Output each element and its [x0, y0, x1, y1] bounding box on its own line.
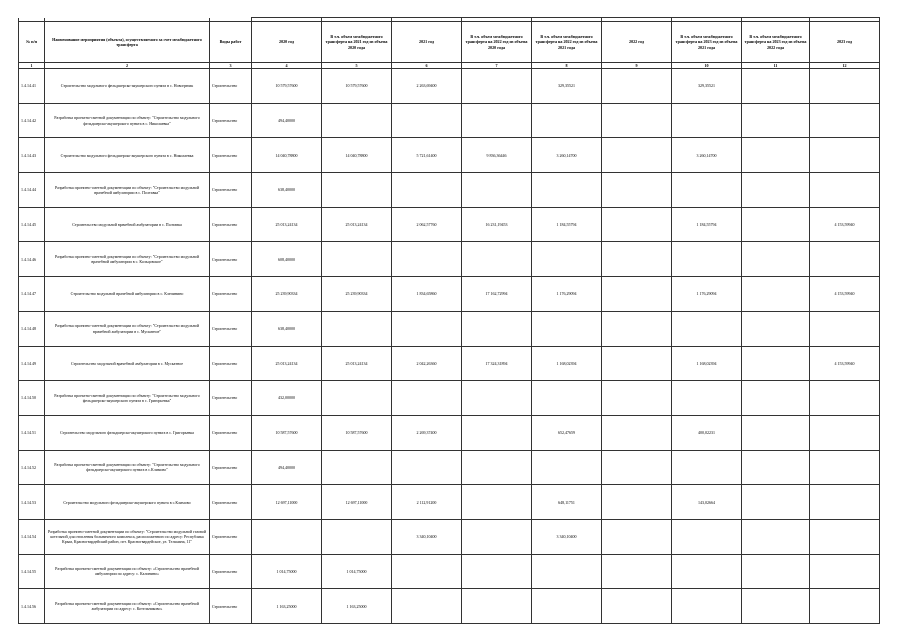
row-value-cell	[392, 554, 462, 589]
column-number-cell: 10	[672, 63, 742, 69]
row-type-cell: Строительство	[210, 381, 252, 416]
row-value-cell	[742, 519, 810, 554]
table-row	[19, 519, 880, 554]
table-row	[19, 173, 880, 208]
row-value-cell	[742, 277, 810, 312]
row-value-cell	[462, 450, 532, 485]
row-value-cell	[742, 381, 810, 416]
row-value-cell	[392, 381, 462, 416]
column-header: 2022 год	[602, 22, 672, 63]
row-name-cell: Разработка проектно-сметной документации по объекту: "Строительство модульного фельдшерско-акушерского пункта в с. Григорьевка"	[45, 381, 210, 416]
row-value-cell	[392, 242, 462, 277]
column-number-cell: 5	[322, 63, 392, 69]
row-value-cell	[742, 589, 810, 624]
row-name-cell: Разработка проектно-сметной документации по объекту: "Строительство модульного фельдшерско-акушерского пункта в с. Николаевка"	[45, 103, 210, 138]
row-code-cell: 1.4.14.47	[19, 277, 45, 312]
row-value-cell: 648,11751	[532, 485, 602, 520]
header-row	[19, 22, 880, 63]
column-header: В т.ч. объем межбюджетного трансферта на 2023 год из объема 2022 года	[742, 22, 810, 63]
row-value-cell	[462, 519, 532, 554]
row-value-cell	[810, 554, 880, 589]
row-value-cell: 494,40000	[252, 450, 322, 485]
row-value-cell: 432,00000	[252, 381, 322, 416]
row-value-cell: 2 062,57760	[392, 207, 462, 242]
row-value-cell	[742, 207, 810, 242]
row-value-cell: 494,40000	[252, 103, 322, 138]
row-value-cell	[392, 450, 462, 485]
row-value-cell	[462, 103, 532, 138]
row-value-cell	[532, 589, 602, 624]
row-value-cell	[672, 242, 742, 277]
row-value-cell: 3 260,14700	[672, 138, 742, 173]
row-type-cell: Строительство	[210, 138, 252, 173]
row-value-cell: 143,02664	[672, 485, 742, 520]
row-value-cell	[392, 103, 462, 138]
column-number-cell: 3	[210, 63, 252, 69]
row-value-cell	[602, 519, 672, 554]
row-code-cell: 1.4.14.49	[19, 346, 45, 381]
row-value-cell: 14 040,78800	[322, 138, 392, 173]
row-value-cell	[742, 69, 810, 104]
row-value-cell: 10 587,57600	[252, 415, 322, 450]
row-value-cell: 25 013,24134	[252, 346, 322, 381]
table-row	[19, 277, 880, 312]
table-row	[19, 381, 880, 416]
column-header: В т.ч. объем межбюджетного трансферта на 2021 год из объема 2020 года	[322, 22, 392, 63]
column-header: В т.ч. объем межбюджетного трансферта на 2022 год из объема 2021 года	[532, 22, 602, 63]
table-row	[19, 103, 880, 138]
row-value-cell	[532, 554, 602, 589]
column-header: 2021 год	[392, 22, 462, 63]
column-header: Виды работ	[210, 22, 252, 63]
row-value-cell	[392, 311, 462, 346]
row-code-cell: 1.4.14.54	[19, 519, 45, 554]
row-value-cell	[602, 485, 672, 520]
row-value-cell: 400,02231	[672, 415, 742, 450]
row-value-cell: 10 579,57600	[322, 69, 392, 104]
row-value-cell	[672, 381, 742, 416]
table-row	[19, 69, 880, 104]
row-value-cell	[810, 103, 880, 138]
row-value-cell	[532, 173, 602, 208]
row-value-cell	[322, 103, 392, 138]
row-value-cell	[672, 103, 742, 138]
row-code-cell: 1.4.14.44	[19, 173, 45, 208]
row-value-cell	[810, 311, 880, 346]
column-number-cell: 2	[45, 63, 210, 69]
row-value-cell: 4 153,59940	[810, 346, 880, 381]
row-value-cell: 1 184,55794	[532, 207, 602, 242]
row-value-cell	[532, 311, 602, 346]
table-row	[19, 346, 880, 381]
row-value-cell	[672, 519, 742, 554]
row-name-cell: Строительство модульной врачебной амбулатории в с. Мускатное	[45, 346, 210, 381]
row-value-cell: 1 176,29094	[672, 277, 742, 312]
row-value-cell	[742, 450, 810, 485]
row-value-cell	[742, 346, 810, 381]
row-type-cell: Строительство	[210, 346, 252, 381]
row-value-cell	[602, 207, 672, 242]
table-row	[19, 207, 880, 242]
row-value-cell: 16 231,19453	[462, 207, 532, 242]
row-value-cell	[810, 485, 880, 520]
row-value-cell: 4 153,59940	[810, 207, 880, 242]
row-value-cell: 638,40000	[252, 173, 322, 208]
row-value-cell	[462, 381, 532, 416]
table-row	[19, 311, 880, 346]
table-row	[19, 589, 880, 624]
row-value-cell	[602, 138, 672, 173]
row-value-cell	[602, 103, 672, 138]
column-number-cell: 11	[742, 63, 810, 69]
row-value-cell	[672, 173, 742, 208]
row-value-cell	[322, 519, 392, 554]
row-code-cell: 1.4.14.45	[19, 207, 45, 242]
row-value-cell	[810, 173, 880, 208]
row-value-cell: 14 040,78800	[252, 138, 322, 173]
row-code-cell: 1.4.14.51	[19, 415, 45, 450]
row-type-cell: Строительство	[210, 103, 252, 138]
row-value-cell	[742, 485, 810, 520]
row-value-cell: 1 014,75000	[322, 554, 392, 589]
column-header: Наименование мероприятия (объекта), осуществляемого за счет межбюджетного трансферта	[45, 22, 210, 63]
row-value-cell	[810, 519, 880, 554]
row-name-cell: Разработка проектно-сметной документации по объекту: "Строительство модульной врачебной амбулатории в с. Полтавка"	[45, 173, 210, 208]
row-value-cell: 608,40000	[252, 242, 322, 277]
row-value-cell	[532, 103, 602, 138]
row-value-cell	[322, 311, 392, 346]
row-value-cell	[602, 277, 672, 312]
row-value-cell: 1 014,75000	[252, 554, 322, 589]
column-header: 2023 год	[810, 22, 880, 63]
row-value-cell	[462, 69, 532, 104]
table-row	[19, 415, 880, 450]
row-value-cell	[672, 554, 742, 589]
row-value-cell: 652,47659	[532, 415, 602, 450]
row-value-cell	[602, 311, 672, 346]
row-value-cell	[742, 138, 810, 173]
row-value-cell	[392, 173, 462, 208]
row-value-cell	[392, 589, 462, 624]
row-value-cell	[322, 173, 392, 208]
column-number-cell: 8	[532, 63, 602, 69]
row-value-cell	[810, 450, 880, 485]
row-value-cell: 4 153,59940	[810, 277, 880, 312]
row-value-cell: 1 184,55794	[672, 207, 742, 242]
row-type-cell: Строительство	[210, 207, 252, 242]
row-value-cell: 3 340,10400	[392, 519, 462, 554]
row-value-cell	[810, 415, 880, 450]
column-number-cell: 6	[392, 63, 462, 69]
row-value-cell: 1 163,25000	[252, 589, 322, 624]
row-value-cell: 5 721,61400	[392, 138, 462, 173]
row-code-cell: 1.4.14.56	[19, 589, 45, 624]
column-number-cell: 4	[252, 63, 322, 69]
row-code-cell: 1.4.14.46	[19, 242, 45, 277]
row-name-cell: Строительство модульной врачебной амбулатории в с. Клепинино	[45, 277, 210, 312]
row-value-cell: 2 042,26360	[392, 346, 462, 381]
row-value-cell	[810, 381, 880, 416]
row-value-cell	[602, 554, 672, 589]
row-value-cell: 10 587,57600	[322, 415, 392, 450]
row-type-cell: Строительство	[210, 69, 252, 104]
row-value-cell	[742, 554, 810, 589]
table-row	[19, 242, 880, 277]
row-value-cell: 25 013,24134	[252, 207, 322, 242]
row-value-cell	[462, 554, 532, 589]
row-value-cell: 12 697,11000	[252, 485, 322, 520]
row-value-cell	[322, 450, 392, 485]
row-value-cell: 1 168,02394	[672, 346, 742, 381]
row-value-cell	[742, 242, 810, 277]
table-row	[19, 450, 880, 485]
table-row	[19, 485, 880, 520]
row-type-cell: Строительство	[210, 311, 252, 346]
row-type-cell: Строительство	[210, 173, 252, 208]
row-type-cell: Строительство	[210, 519, 252, 554]
table-row	[19, 554, 880, 589]
row-value-cell	[252, 519, 322, 554]
row-value-cell	[602, 450, 672, 485]
column-number-cell: 9	[602, 63, 672, 69]
row-value-cell: 17 324,31894	[462, 346, 532, 381]
row-value-cell	[742, 103, 810, 138]
column-header: В т.ч. объем межбюджетного трансферта на 2022 год из объема 2020 года	[462, 22, 532, 63]
row-value-cell	[602, 69, 672, 104]
row-value-cell: 329,35521	[672, 69, 742, 104]
column-number-cell: 12	[810, 63, 880, 69]
row-name-cell: Строительство модульного фельдшерско-акушерского пункта в с. Новогрюик	[45, 69, 210, 104]
row-value-cell	[742, 173, 810, 208]
budget-table	[18, 17, 880, 624]
row-type-cell: Строительство	[210, 277, 252, 312]
row-value-cell	[532, 450, 602, 485]
row-value-cell	[602, 381, 672, 416]
row-code-cell: 1.4.14.55	[19, 554, 45, 589]
row-code-cell: 1.4.14.53	[19, 485, 45, 520]
row-value-cell	[810, 589, 880, 624]
row-value-cell: 25 239,90334	[252, 277, 322, 312]
row-value-cell: 25 013,24134	[322, 346, 392, 381]
row-type-cell: Строительство	[210, 450, 252, 485]
row-value-cell: 10 579,57600	[252, 69, 322, 104]
row-code-cell: 1.4.14.52	[19, 450, 45, 485]
row-value-cell	[742, 415, 810, 450]
row-value-cell: 2 263,69400	[392, 69, 462, 104]
column-header: 2020 год	[252, 22, 322, 63]
row-code-cell: 1.4.14.48	[19, 311, 45, 346]
row-value-cell: 9 836,36446	[462, 138, 532, 173]
row-name-cell: Разработка проектно-сметной документации по объекту: "Строительство модульной газовой котельной для отопления больничного комплекса, расположенного по адресу: Республика Крым, Красногвардейский район, пгт. Красногвардейское, ул. Тельмана, 11"	[45, 519, 210, 554]
row-value-cell	[602, 589, 672, 624]
row-value-cell: 1 163,25000	[322, 589, 392, 624]
row-value-cell	[672, 450, 742, 485]
row-value-cell: 3 260,14700	[532, 138, 602, 173]
row-value-cell: 25 013,24134	[322, 207, 392, 242]
row-value-cell: 1 168,02394	[532, 346, 602, 381]
row-value-cell: 638,40000	[252, 311, 322, 346]
row-name-cell: Разработка проектно-сметной документации по объекту: "Строительство модульной врачебной амбулатории в с. Кольцовское"	[45, 242, 210, 277]
column-header: В т.ч. объем межбюджетного трансферта на 2023 год из объема 2021 года	[672, 22, 742, 63]
row-value-cell: 329,35521	[532, 69, 602, 104]
row-value-cell	[602, 242, 672, 277]
row-value-cell	[462, 173, 532, 208]
row-name-cell: Разработка проектно-сметной документации по объекту: «Строительство врачебной амбулатории по адресу: с. Калинино»	[45, 554, 210, 589]
row-value-cell: 12 697,11000	[322, 485, 392, 520]
row-code-cell: 1.4.14.43	[19, 138, 45, 173]
row-value-cell: 17 162,72994	[462, 277, 532, 312]
row-type-cell: Строительство	[210, 415, 252, 450]
row-name-cell: Разработка проектно-сметной документации по объекту: «Строительство врачебной амбулатории по адресу: с. Котельниково»	[45, 589, 210, 624]
row-value-cell	[462, 589, 532, 624]
row-code-cell: 1.4.14.41	[19, 69, 45, 104]
row-value-cell: 2 112,91200	[392, 485, 462, 520]
row-value-cell	[810, 242, 880, 277]
row-name-cell: Разработка проектно-сметной документации по объекту: "Строительство модульной врачебной амбулатории в с. Мускатное"	[45, 311, 210, 346]
row-type-cell: Строительство	[210, 485, 252, 520]
row-value-cell: 2 269,37400	[392, 415, 462, 450]
column-number-cell: 1	[19, 63, 45, 69]
row-code-cell: 1.4.14.42	[19, 103, 45, 138]
column-number-cell: 7	[462, 63, 532, 69]
row-name-cell: Строительство модульного фельдшерско-акушерского пункта в с.Климово	[45, 485, 210, 520]
row-value-cell	[532, 242, 602, 277]
row-value-cell	[322, 381, 392, 416]
row-value-cell	[462, 311, 532, 346]
row-value-cell: 3 340,10400	[532, 519, 602, 554]
row-name-cell: Строительство модульного фельдшерско-акушерского пункта в с. Николаевка	[45, 138, 210, 173]
table-body	[19, 69, 880, 624]
row-value-cell	[742, 311, 810, 346]
row-value-cell	[462, 485, 532, 520]
row-value-cell: 25 239,90334	[322, 277, 392, 312]
row-type-cell: Строительство	[210, 242, 252, 277]
row-code-cell: 1.4.14.50	[19, 381, 45, 416]
row-value-cell	[322, 242, 392, 277]
row-value-cell	[672, 311, 742, 346]
column-header: № п/п	[19, 22, 45, 63]
row-value-cell: 1 176,29094	[532, 277, 602, 312]
row-value-cell	[462, 242, 532, 277]
row-type-cell: Строительство	[210, 554, 252, 589]
row-name-cell: Строительство модульного фельдшерско-акушерского пункта в с. Григорьевка	[45, 415, 210, 450]
row-value-cell	[602, 415, 672, 450]
row-value-cell	[532, 381, 602, 416]
row-value-cell	[602, 173, 672, 208]
row-value-cell	[810, 69, 880, 104]
row-value-cell	[462, 415, 532, 450]
row-value-cell	[672, 589, 742, 624]
row-value-cell	[602, 346, 672, 381]
row-name-cell: Строительство модульной врачебной амбулатории в с. Полтавка	[45, 207, 210, 242]
row-name-cell: Разработка проектно-сметной документации по объекту: "Строительство модульного фельдшерско-акушерского пункта в с.Климово"	[45, 450, 210, 485]
table-row	[19, 138, 880, 173]
row-value-cell: 1 834,65860	[392, 277, 462, 312]
row-value-cell	[810, 138, 880, 173]
row-type-cell: Строительство	[210, 589, 252, 624]
